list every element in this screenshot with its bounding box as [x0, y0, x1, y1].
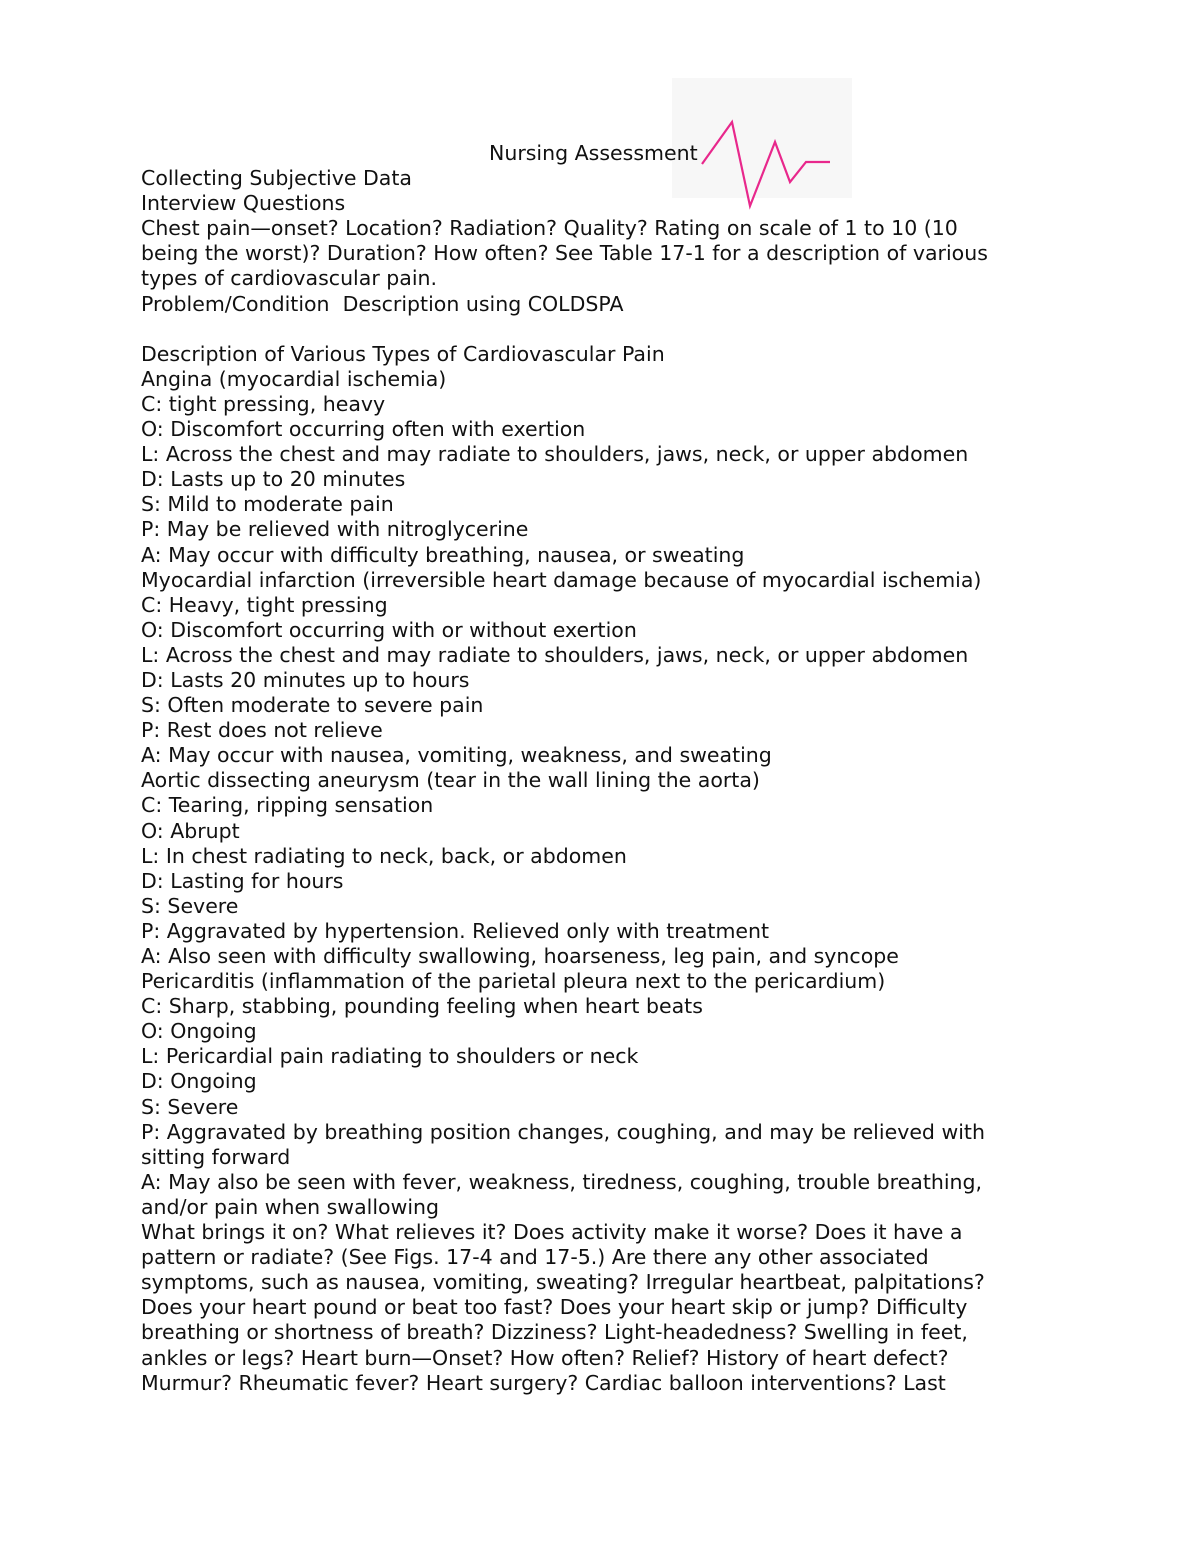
text-line: P: Aggravated by hypertension. Relieved only with treatment: [141, 918, 770, 943]
text-line: Pericarditis (inflammation of the parietal pleura next to the pericardium): [141, 969, 886, 994]
text-line: breathing or shortness of breath? Dizziness? Light-headedness? Swelling in feet,: [141, 1320, 968, 1345]
text-line: D: Ongoing: [141, 1069, 257, 1094]
intro-section: [141, 166, 1041, 317]
text-line: C: Heavy, tight pressing: [141, 592, 388, 617]
text-line: A: May occur with nausea, vomiting, weakness, and sweating: [141, 743, 772, 768]
text-line: P: May be relieved with nitroglycerine: [141, 517, 529, 542]
text-line: Aortic dissecting aneurysm (tear in the wall lining the aorta): [141, 768, 760, 793]
text-line: L: Across the chest and may radiate to shoulders, jaws, neck, or upper abdomen: [141, 442, 969, 467]
text-line: ankles or legs? Heart burn—Onset? How often? Relief? History of heart defect?: [141, 1345, 949, 1370]
text-line: A: May also be seen with fever, weakness, tiredness, coughing, trouble breathing,: [141, 1169, 983, 1194]
document-page: [141, 141, 1041, 1396]
text-line: What brings it on? What relieves it? Does activity make it worse? Does it have a: [141, 1220, 963, 1245]
text-line: being the worst)? Duration? How often? See Table 17-1 for a description of various: [141, 241, 988, 266]
text-line: sitting forward: [141, 1144, 291, 1169]
text-line: Myocardial infarction (irreversible heart damage because of myocardial ischemia): [141, 567, 982, 592]
text-line: O: Ongoing: [141, 1019, 257, 1044]
pain-descriptions-section: [141, 342, 1041, 1396]
text-line: Description of Various Types of Cardiovascular Pain: [141, 341, 665, 366]
text-line: S: Severe: [141, 1094, 239, 1119]
text-line: A: May occur with difficulty breathing, nausea, or sweating: [141, 542, 745, 567]
text-line: O: Discomfort occurring with or without exertion: [141, 617, 637, 642]
text-line: symptoms, such as nausea, vomiting, sweating? Irregular heartbeat, palpitations?: [141, 1270, 985, 1295]
text-line: Problem/Condition Description using COLDSPA: [141, 291, 624, 316]
text-line: L: In chest radiating to neck, back, or abdomen: [141, 843, 627, 868]
text-line: Murmur? Rheumatic fever? Heart surgery? Cardiac balloon interventions? Last: [141, 1370, 946, 1395]
text-line: S: Often moderate to severe pain: [141, 693, 484, 718]
text-line: C: tight pressing, heavy: [141, 391, 386, 416]
text-line: S: Severe: [141, 893, 239, 918]
text-line: D: Lasting for hours: [141, 868, 344, 893]
text-line: P: Aggravated by breathing position changes, coughing, and may be relieved with: [141, 1119, 985, 1144]
text-line: D: Lasts 20 minutes up to hours: [141, 667, 470, 692]
text-line: Collecting Subjective Data: [141, 166, 412, 191]
text-line: C: Sharp, stabbing, pounding feeling when heart beats: [141, 994, 703, 1019]
text-line: L: Across the chest and may radiate to shoulders, jaws, neck, or upper abdomen: [141, 642, 969, 667]
text-line: P: Rest does not relieve: [141, 718, 383, 743]
text-line: Angina (myocardial ischemia): [141, 366, 447, 391]
text-line: types of cardiovascular pain.: [141, 266, 438, 291]
page-title: Nursing Assessment: [489, 141, 698, 165]
text-line: Chest pain—onset? Location? Radiation? Quality? Rating on scale of 1 to 10 (10: [141, 216, 958, 241]
text-line: O: Abrupt: [141, 818, 240, 843]
text-line: Does your heart pound or beat too fast? Does your heart skip or jump? Difficulty: [141, 1295, 968, 1320]
text-line: Interview Questions: [141, 191, 346, 216]
text-line: S: Mild to moderate pain: [141, 492, 394, 517]
text-line: C: Tearing, ripping sensation: [141, 793, 434, 818]
blank-line: [141, 317, 1041, 342]
text-line: A: Also seen with difficulty swallowing, hoarseness, leg pain, and syncope: [141, 944, 899, 968]
text-line: O: Discomfort occurring often with exertion: [141, 417, 586, 442]
text-line: pattern or radiate? (See Figs. 17-4 and 17-5.) Are there any other associated: [141, 1245, 929, 1270]
text-line: and/or pain when swallowing: [141, 1194, 440, 1219]
text-line: D: Lasts up to 20 minutes: [141, 467, 406, 492]
text-line: L: Pericardial pain radiating to shoulders or neck: [141, 1044, 639, 1069]
